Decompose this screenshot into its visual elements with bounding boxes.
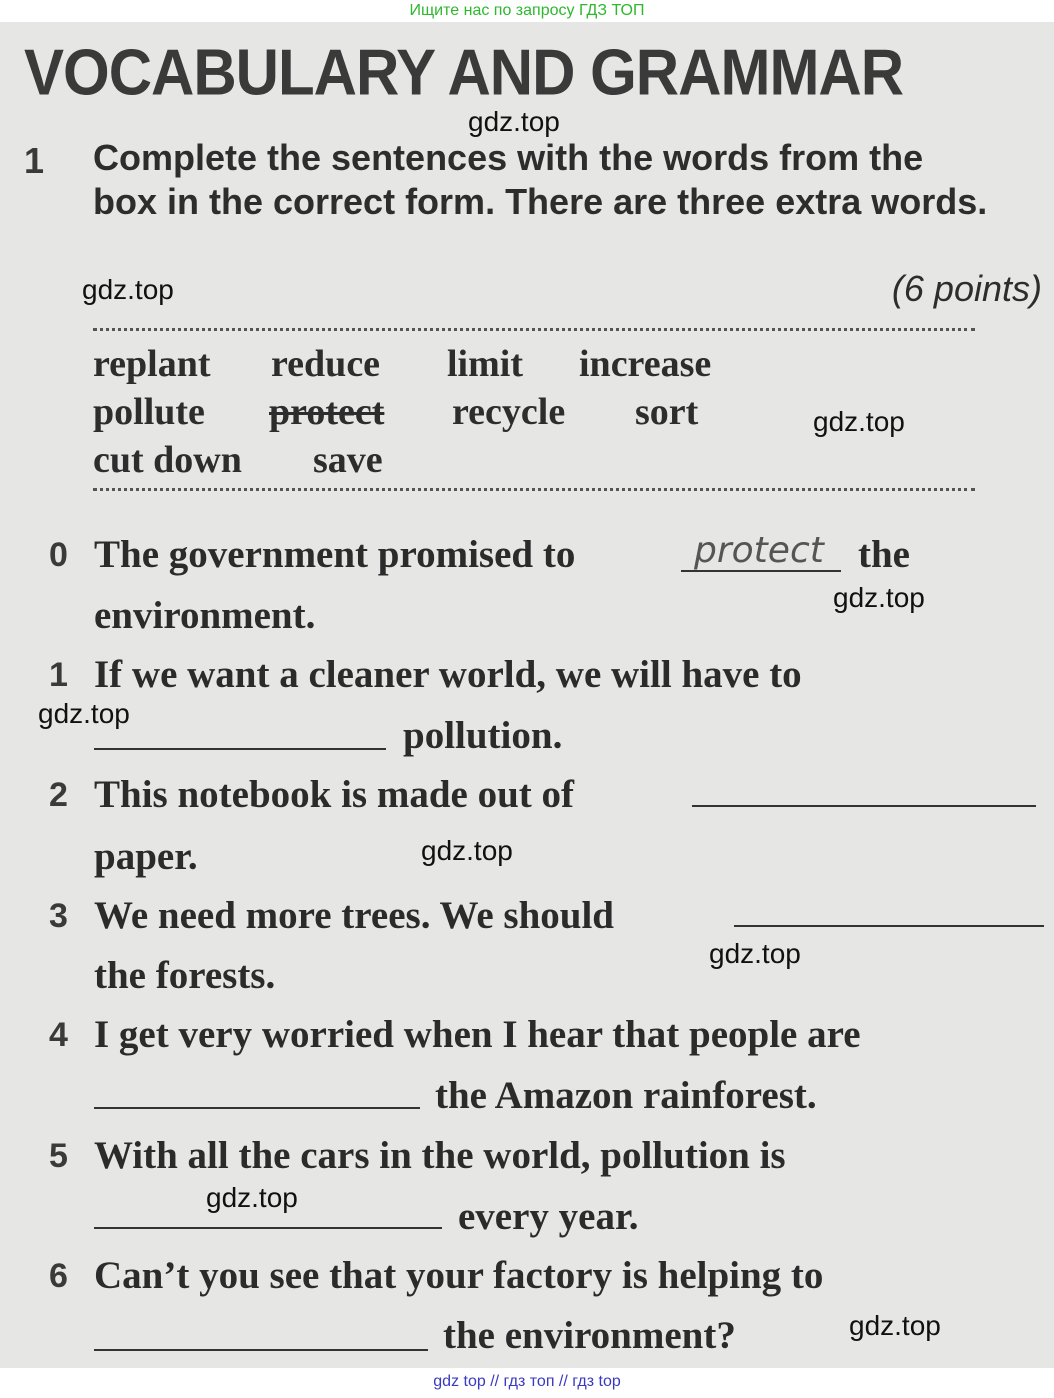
question-text: the environment? [443, 1314, 736, 1357]
word-box-item: limit [447, 343, 523, 385]
watermark: gdz.top [709, 938, 801, 969]
watermark: gdz.top [813, 406, 905, 437]
question-number: 3 [49, 897, 68, 935]
answer-blank[interactable] [692, 805, 1036, 807]
exercise-instruction: Complete the sentences with the words from the box in the correct form. There are three extra words. [93, 137, 988, 222]
question-text: the Amazon rainforest. [435, 1074, 817, 1117]
question-number: 4 [49, 1016, 68, 1054]
watermark: gdz.top [82, 274, 174, 305]
word-box-item: cut down [93, 439, 242, 481]
question-text: I get very worried when I hear that people are [94, 1013, 861, 1056]
question-text: If we want a cleaner world, we will have to [94, 653, 802, 696]
watermark: gdz.top [38, 698, 130, 729]
word-box-item: increase [579, 343, 712, 385]
answer-blank[interactable] [734, 925, 1044, 927]
question-number: 1 [49, 656, 68, 694]
top-banner: Ищите нас по запросу ГДЗ ТОП [409, 2, 645, 19]
question-text: every year. [458, 1195, 639, 1238]
answer-blank[interactable] [94, 1349, 428, 1351]
word-box-item: reduce [271, 343, 381, 385]
section-heading: VOCABULARY AND GRAMMAR [24, 36, 904, 109]
answer-blank [681, 570, 841, 572]
question-text: paper. [94, 835, 198, 878]
watermark: gdz.top [833, 582, 925, 613]
question-number: 2 [49, 776, 68, 814]
question-text: environment. [94, 594, 316, 637]
word-box-item: recycle [452, 391, 566, 433]
question-number: 6 [49, 1257, 68, 1295]
question-text: Can’t you see that your factory is helping to [94, 1254, 824, 1297]
question-text: This notebook is made out of [94, 773, 574, 816]
question-text: the forests. [94, 954, 276, 997]
question-text: the [858, 533, 910, 576]
bottom-banner: gdz top // гдз топ // гдз top [433, 1373, 621, 1390]
answer-blank[interactable] [94, 1107, 420, 1109]
word-box-item: save [313, 439, 383, 481]
question-text: pollution. [403, 714, 563, 757]
word-box-item: pollute [93, 391, 205, 433]
answer-blank[interactable] [94, 1227, 442, 1229]
exercise-number: 1 [24, 140, 45, 181]
word-box-item: replant [93, 343, 211, 385]
word-box-bottom-border [93, 488, 975, 491]
answer-blank[interactable] [94, 748, 386, 750]
word-box-item-used: protect [269, 391, 385, 433]
watermark: gdz.top [206, 1182, 298, 1213]
question-number: 5 [49, 1137, 68, 1175]
watermark: gdz.top [421, 835, 513, 866]
watermark: gdz.top [849, 1310, 941, 1341]
example-answer: protect [694, 530, 824, 571]
question-text: With all the cars in the world, pollution is [94, 1134, 786, 1177]
question-text: We need more trees. We should [94, 894, 614, 937]
watermark: gdz.top [468, 106, 560, 137]
word-box-top-border [93, 328, 975, 331]
word-box-item: sort [635, 391, 699, 433]
exercise-points: (6 points) [891, 268, 1042, 309]
question-number: 0 [49, 536, 68, 574]
question-text: The government promised to [94, 533, 576, 576]
